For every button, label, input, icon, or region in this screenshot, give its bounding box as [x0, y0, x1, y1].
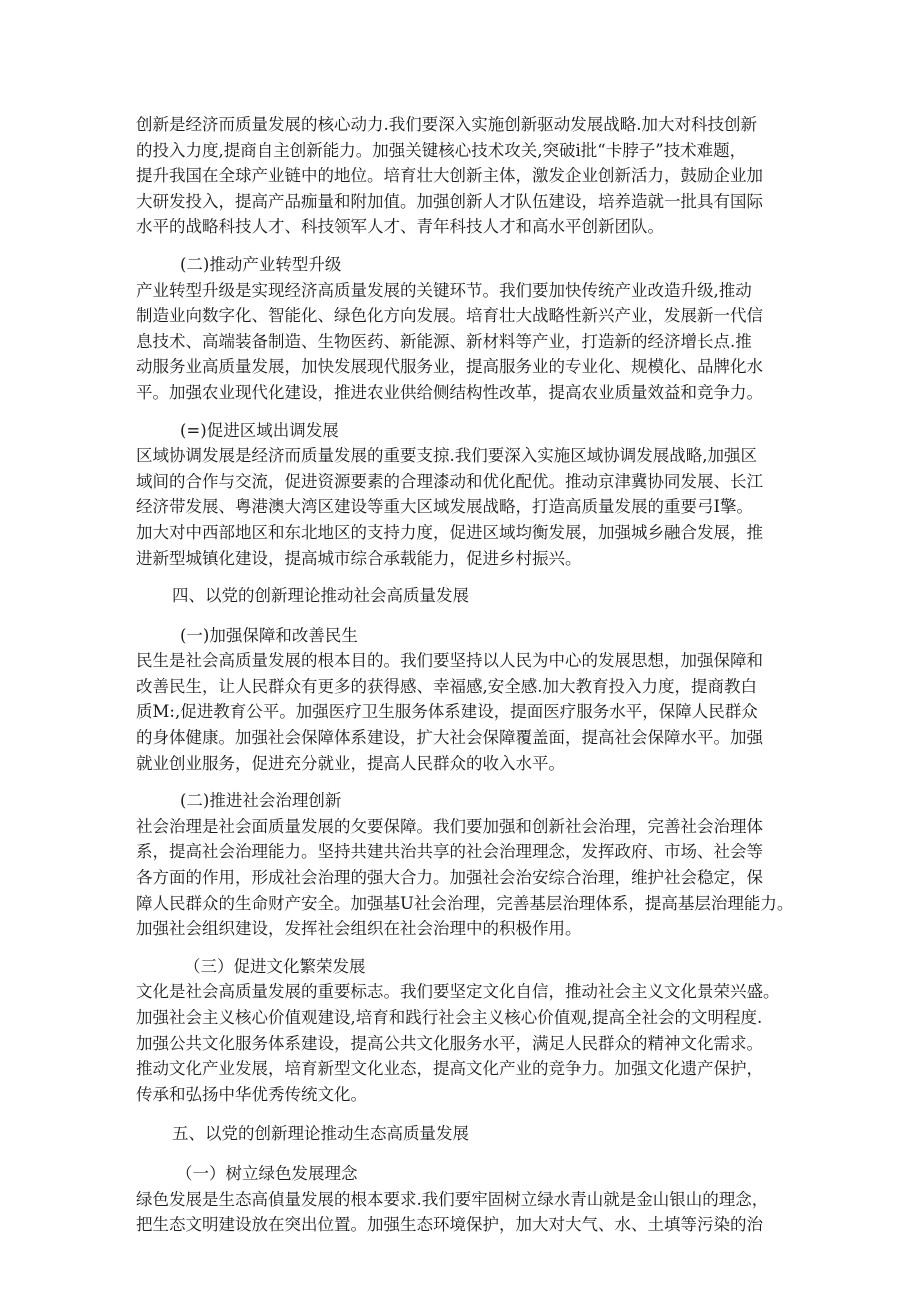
- subsection-green-development: [136, 1161, 796, 1238]
- subsection-heading: (一)加强保障和改善民生: [180, 625, 358, 645]
- text-line: 加大对中西部地区和东北地区的支持力度，促进区域均衡发展，加强城乡融合发展，推: [136, 522, 763, 542]
- text-line: 的身体健康。加强社会保障体系建设，扩大社会保障覆盖面，提高社会保障水平。加强: [136, 728, 763, 748]
- text-line: 绿色发展是生态高偵量发展的根本要求.我们要牢固树立绿水青山就是金山银山的理念，: [136, 1189, 769, 1209]
- text-line: 大研发投入，提高产品痂量和附加值。加强创新人才队伍建设，培养造就一批具有国际: [136, 191, 763, 211]
- text-line: 传承和弘扬中华优秀传统文化。: [136, 1084, 367, 1104]
- subsection-heading: (二)推进社会治理创新: [180, 791, 342, 811]
- text-line: 水平的战略科技人才、科技领军人才、青年科技人才和高水平创新团队。: [136, 217, 664, 237]
- text-line: 推动文化产业发展，培育新型文化业态，提高文化产业的竞争力。加强文化遗产保护，: [136, 1059, 763, 1079]
- text-line: 社会治理是社会面质量发展的攵要保障。我们要加强和创新社会治理，完善社会治理体: [136, 816, 763, 836]
- subsection-regional: [136, 418, 796, 572]
- intro-paragraph: [136, 112, 796, 240]
- text-line: 经济带发展、粤港澳大湾区建设等重大区域发展战略，打造高质量发展的重要弓I擎。: [136, 497, 754, 517]
- text-line: 质M:,促进教育公平。加强医疗卫生服务体系建设，提面医疗服务水平，保障人民群众: [136, 702, 758, 722]
- text-line: 进新型城镇化建设，提高城市综合承载能力，促进乡村振兴。: [136, 548, 582, 568]
- subsection-livelihood: [136, 623, 796, 777]
- text-line: 息技术、高端装备制造、生物医药、新能源、新材料等产业，打造新的经济增长点.推: [136, 331, 752, 351]
- text-line: 平。加强农业现代化建设，推进农业供给侧结构性改革，提高农业质量效益和竞争力。: [136, 382, 763, 402]
- subsection-culture: [136, 954, 796, 1108]
- subsection-heading: （三）促进文化繁荣发展: [184, 956, 366, 976]
- document-page: [136, 112, 796, 1250]
- text-line: 制造业向数字化、智能化、绿色化方向发展。培育壮大战略性新兴产业，发展新一代信: [136, 306, 763, 326]
- text-line: 动服务业高质量发展，加快发展现代服务业，提高服务业的专业化、规模化、品牌化水: [136, 357, 763, 377]
- text-line: 创新是经济而质量发展的核心动力.我们要深入实施创新驱动发展战略.加大对科技创新: [136, 115, 757, 134]
- text-line: 提升我国在全球产业链中的地位。培育壮大创新主体，激发企业创新活力，鼓励企业加: [136, 166, 763, 186]
- text-line: 系，提高社会治理能力。坚持共建共治共享的社会治理理念，发挥政府、市场、社会等: [136, 842, 763, 862]
- subsection-paragraph: [136, 648, 796, 776]
- section-heading: 四、以党的创新理论推动社会高质量发展: [172, 586, 469, 606]
- text-line: 把生态文明建设放在突出位置。加强生态环境保护，加大对大气、水、土填等污染的治: [136, 1215, 763, 1235]
- text-line: 各方面的作用，形成社会治理的强大合力。加强社会治安综合治理，维护社会稳定，保: [136, 868, 763, 888]
- subsection-paragraph: [136, 814, 796, 942]
- subsection-heading: （一）树立绿色发展理念: [176, 1163, 358, 1183]
- text-line: 文化是社会高质量发展的重要标志。我们要坚定文化自信，推动社会主义文化景荣兴盛。: [136, 982, 780, 1002]
- text-line: 就业创业服务，促进充分就业，提高人民群众的收入水平。: [136, 753, 565, 773]
- text-line: 加强社会组织建设，发挥社会组织在社会治理中的积极作用。: [136, 919, 582, 939]
- text-line: 改善民生，让人民群众有更多的获得感、幸福感,安全感.加大教育投入力度，提商教白: [136, 676, 757, 696]
- text-line: 加强社会主义核心价值观建设,培育和践行社会主义核心价值观,提高全社会的文明程度.: [136, 1008, 763, 1027]
- subsection-heading: (二)推动产业转型升级: [180, 254, 342, 274]
- text-line: 的投入力度,提商自主创新能力。加强关键核心技术攻关,突破i批“卡脖子”技术难题，: [136, 140, 747, 160]
- text-line: 产业转型升级是实现经济高质量发展的关键环节。我们要加快传统产业改造升级,推动: [136, 280, 752, 300]
- section-heading: 五、以党的创新理论推动生态高质量发展: [172, 1124, 469, 1144]
- text-line: 民生是社会高质量发展的根本目的。我们要坚持以人民为中心的发展思想，加强保障和: [136, 651, 763, 671]
- subsection-industry-upgrade: [136, 252, 796, 406]
- subsection-paragraph: [136, 979, 796, 1107]
- subsection-paragraph: [136, 1187, 796, 1238]
- text-line: 障人民群众的生命财产安全。加强基U社会治理，完善基层治理体系，提高基层治理能力。: [136, 893, 794, 913]
- subsection-governance: [136, 788, 796, 942]
- text-line: 加强公共文化服务体系建设，提高公共文化服务水平，满足人民群众的精神文化需求。: [136, 1033, 763, 1053]
- subsection-heading: (=)促进区域出调发展: [180, 420, 339, 440]
- text-line: 区域协调发展是经济而质量发展的重要支掠.我们要深入实施区域协调发展战略,加强区: [136, 446, 757, 466]
- text-line: 域间的合作与交流，促进资源要素的合理漆动和优化配优。推动京津冀协同发展、长江: [136, 471, 763, 491]
- subsection-paragraph: [136, 443, 796, 571]
- subsection-paragraph: [136, 278, 796, 406]
